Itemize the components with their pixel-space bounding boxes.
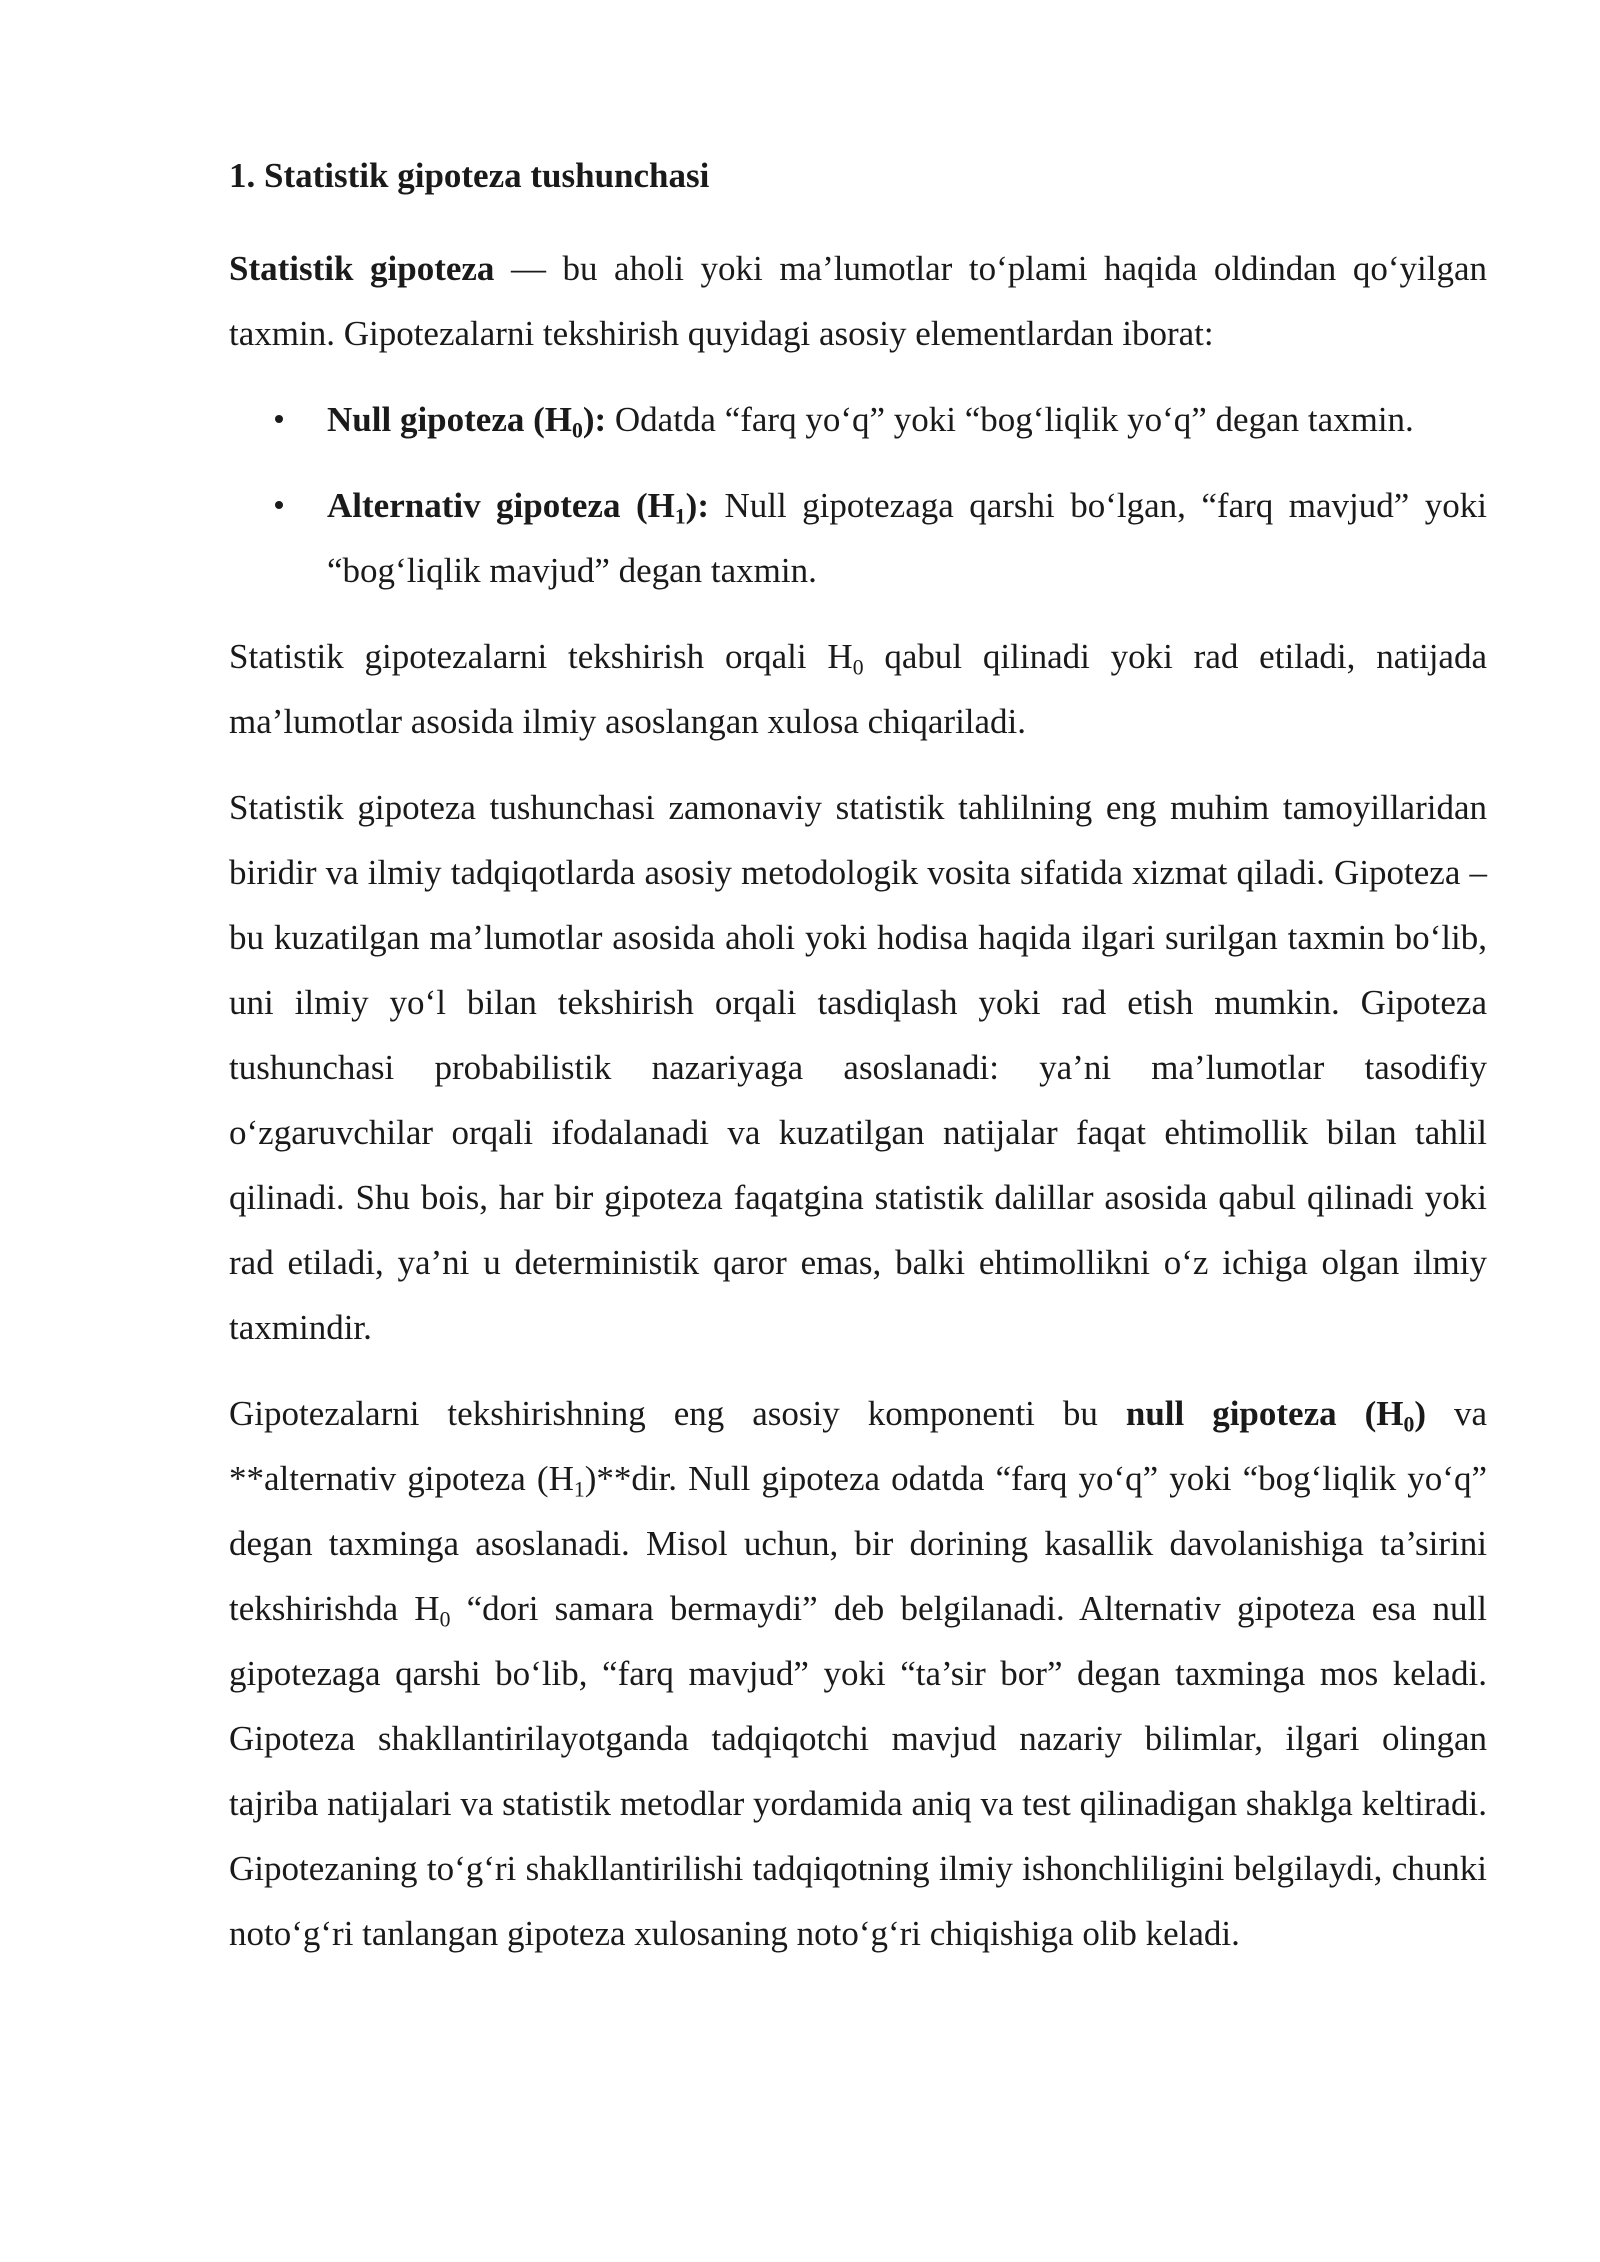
components-bold-null xyxy=(1125,1394,1426,1437)
bullet-icon xyxy=(275,501,283,509)
components-paragraph xyxy=(229,1381,1487,1966)
document-page xyxy=(229,138,1487,1987)
bullet-icon xyxy=(275,415,283,423)
components-text-3: )**dir. Null gipoteza odatda “farq yo‘q” yoki “bog‘liqlik yo‘q” degan taxminga asoslanadi. Misol uchun, bir dorining kasallik davolanishiga ta’sirini tekshirishda H xyxy=(229,1459,1487,1628)
components-bold-end: ) xyxy=(1414,1394,1426,1433)
list-item-null-hypothesis xyxy=(327,387,1487,452)
null-hypothesis-label xyxy=(327,400,607,443)
list-item-alternative-hypothesis xyxy=(327,473,1487,603)
alt-label-text: Alternativ gipoteza (H xyxy=(327,486,675,525)
alt-hypothesis-label xyxy=(327,486,709,529)
components-bold-text: null gipoteza (H xyxy=(1125,1394,1404,1433)
testing-sub: 0 xyxy=(852,655,864,680)
alt-label-end: ): xyxy=(685,486,709,525)
section-heading: 1. Statistik gipoteza tushunchasi xyxy=(229,156,710,195)
components-bold-sub: 0 xyxy=(1403,1412,1415,1437)
intro-paragraph xyxy=(229,236,1487,366)
concept-paragraph: Statistik gipoteza tushunchasi zamonaviy statistik tahlilning eng muhim tamoyillaridan biridir va ilmiy tadqiqotlarda asosiy metodologik vosita sifatida xizmat qiladi. Gipoteza – bu kuzatilgan ma’lumotlar asosida aholi yoki hodisa haqida ilgari surilgan taxmin bo‘lib, uni ilmiy yo‘l bilan tekshirish orqali tasdiqlash yoki rad etish mumkin. Gipoteza tushunchasi probabilistik nazariyaga asoslanadi: ya’ni ma’lumotlar tasodifiy o‘zgaruvchilar orqali ifodalanadi va kuzatilgan natijalar faqat ehtimollik bilan tahlil qilinadi. Shu bois, har bir gipoteza faqatgina statistik dalillar asosida qabul qilinadi yoki rad etiladi, ya’ni u deterministik qaror emas, balki ehtimollikni o‘z ichiga olgan ilmiy taxmindir. xyxy=(229,788,1487,1347)
testing-text-after: qabul qilinadi yoki rad etiladi, natijada ma’lumotlar asosida ilmiy asoslangan xulosa chiqariladi. xyxy=(229,637,1487,741)
null-label-text: Null gipoteza (H xyxy=(327,400,572,439)
components-sub-3: 0 xyxy=(439,1607,451,1632)
testing-text-before: Statistik gipotezalarni tekshirish orqali H xyxy=(229,637,853,676)
testing-paragraph xyxy=(229,624,1487,754)
intro-definition: — bu aholi yoki ma’lumotlar to‘plami haqida oldindan qo‘yilgan taxmin. Gipotezalarni tekshirish quyidagi asosiy elementlardan iborat: xyxy=(229,249,1487,353)
components-text-2: va **alternativ gipoteza (H xyxy=(229,1394,1487,1498)
components-text-1: Gipotezalarni tekshirishning eng asosiy komponenti bu xyxy=(229,1394,1126,1433)
term-statistik-gipoteza: Statistik gipoteza xyxy=(229,249,495,288)
null-label-sub: 0 xyxy=(571,418,583,443)
null-label-end: ): xyxy=(582,400,607,439)
hypothesis-list xyxy=(229,387,1487,603)
components-sub-2: 1 xyxy=(573,1477,585,1502)
alt-hypothesis-text: Null gipotezaga qarshi bo‘lgan, “farq mavjud” yoki “bog‘liqlik mavjud” degan taxmin. xyxy=(327,486,1487,590)
alt-label-sub: 1 xyxy=(674,504,686,529)
components-text-4: “dori samara bermaydi” deb belgilanadi. Alternativ gipoteza esa null gipotezaga qarshi bo‘lib, “farq mavjud” yoki “ta’sir bor” degan taxminga mos keladi. Gipoteza shakllantirilayotganda tadqiqotchi mavjud nazariy bilimlar, ilgari olingan tajriba natijalari va statistik metodlar yordamida aniq va test qilinadigan shaklga keltiradi. Gipotezaning to‘g‘ri shakllantirilishi tadqiqotning ilmiy ishonchliligini belgilaydi, chunki noto‘g‘ri tanlangan gipoteza xulosaning noto‘g‘ri chiqishiga olib keladi. xyxy=(229,1589,1487,1953)
null-hypothesis-text: Odatda “farq yo‘q” yoki “bog‘liqlik yo‘q” degan taxmin. xyxy=(606,400,1414,439)
